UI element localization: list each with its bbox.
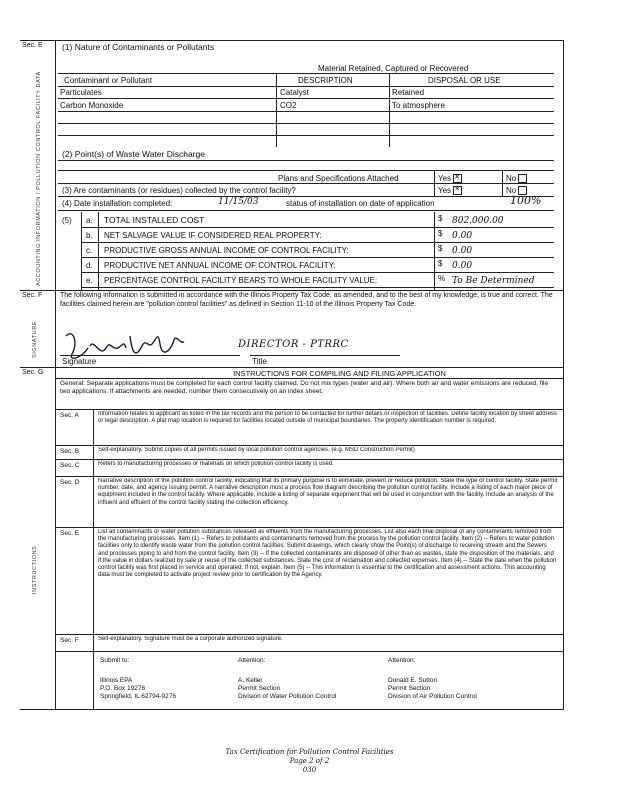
q1-label: (1) Nature of Contaminants or Pollutants bbox=[62, 42, 215, 52]
instruction-row-divider bbox=[93, 459, 94, 476]
sec-e-side-label: ACCOUNTING INFORMATION / POLLUTION CONTROL FACILITY DATA bbox=[36, 71, 42, 286]
rule bbox=[58, 210, 554, 211]
q3-no-label: No bbox=[506, 186, 517, 195]
row1-description: Catalyst bbox=[280, 88, 309, 97]
submit-head-1: Submit to: bbox=[100, 657, 130, 664]
instruction-text: Information relates to applicant as listed in the tax records and the person to be contacted for further details or inspection of facilities. Define facility location by street address or legal description. A plat map location is required for facilities located outside of municipal boundaries. The property identification number is required. bbox=[98, 411, 557, 425]
sec-e-col-divider bbox=[55, 40, 56, 290]
sec-g-label: Sec. G bbox=[22, 369, 44, 376]
instruction-row-divider bbox=[93, 409, 94, 445]
item-rule bbox=[81, 272, 554, 273]
title-label: Title bbox=[252, 357, 267, 366]
table-col-line bbox=[389, 73, 390, 147]
q4-date: 11/15/03 bbox=[218, 197, 259, 207]
item-label: PRODUCTIVE GROSS ANNUAL INCOME OF CONTROL FACILITY: bbox=[104, 246, 349, 255]
table-col-line bbox=[276, 73, 277, 147]
row1-contaminant: Particulates bbox=[60, 88, 102, 97]
item-value: 0.00 bbox=[452, 231, 473, 241]
table-line bbox=[58, 135, 554, 136]
rule bbox=[58, 160, 554, 161]
submit-c3-line: Donald E. Sutton bbox=[388, 677, 438, 684]
instruction-row-rule bbox=[55, 527, 563, 528]
item-rule bbox=[81, 242, 554, 243]
row1-disposal: Retained bbox=[392, 88, 425, 97]
title-line bbox=[250, 355, 400, 356]
table-line bbox=[58, 123, 554, 124]
rule bbox=[58, 170, 554, 171]
q4-label: (4) Date installation completed: bbox=[62, 199, 173, 208]
instruction-row-divider bbox=[93, 634, 94, 651]
plans-yes bbox=[438, 174, 462, 183]
item-letter: b. bbox=[86, 231, 93, 240]
submit-c3-line: Division of Air Pollution Control bbox=[388, 693, 477, 700]
item-value: 0.00 bbox=[452, 261, 473, 271]
submit-c2-line: A. Keller bbox=[238, 677, 263, 684]
table-line bbox=[58, 111, 554, 112]
instruction-sec-label: Sec. A bbox=[60, 412, 79, 419]
q5-number: (5) bbox=[62, 216, 72, 225]
item-currency: % bbox=[438, 274, 446, 283]
sec-f-statement: The following information is submitted in accordance with the Illinois Property Tax Code, as amended, and to the best of my knowledge, is true and correct. The facilities claimed herein are "pollution control facilities" as defined in Section 11-10 of the Illinois Property Tax Code. bbox=[60, 292, 553, 308]
q3-yes bbox=[438, 186, 462, 195]
plans-yes-label: Yes bbox=[438, 174, 452, 183]
rule bbox=[81, 212, 82, 290]
sec-f-bottom-rule bbox=[20, 367, 563, 368]
item-currency: $ bbox=[438, 214, 443, 223]
signature-label: Signature bbox=[62, 357, 97, 366]
item-label: TOTAL INSTALLED COST bbox=[104, 215, 205, 225]
item-letter: c. bbox=[86, 246, 93, 255]
instruction-row-rule bbox=[55, 409, 563, 410]
submit-c2-line: Division of Water Pollution Control bbox=[238, 693, 337, 700]
item-rule bbox=[81, 287, 554, 288]
submit-c1-line: Springfield, IL 62794-9276 bbox=[100, 693, 177, 700]
instruction-text: Refers to manufacturing processes or materials on which pollution control facility is used. bbox=[98, 461, 334, 467]
item-value: 802,000.00 bbox=[452, 216, 504, 226]
top-rule bbox=[20, 40, 563, 41]
instruction-text: Narrative description of the pollution control facility, indicating that its primary purpose is to eliminate, prevent or reduce pollution. State the type of control facility. State permit number, date, and agency issuing permit. A narrative description must a process flow diagram describing the pollution control facility. Include a listing of each major piece of equipment included in the control facility. Where applicable, include a listing of separate equipment that will be used in conjunction with the facility. Include an analysis of the influent and effluent of the control facility stating the collection efficiency. bbox=[98, 478, 558, 506]
q3-yes-label: Yes bbox=[438, 186, 452, 195]
item-letter: d. bbox=[86, 261, 93, 270]
instruction-row-rule bbox=[55, 445, 563, 446]
item-currency: $ bbox=[438, 244, 443, 253]
item-label: PRODUCTIVE NET ANNUAL INCOME OF CONTROL FACILITY: bbox=[104, 261, 336, 270]
submit-c1-line: P.O. Box 19276 bbox=[100, 685, 146, 692]
instruction-sec-label: Sec. C bbox=[60, 462, 80, 469]
instructions-heading: INSTRUCTIONS FOR COMPILING AND FILING APPLICATION bbox=[233, 369, 446, 378]
instruction-text: Self-explanatory. Signature must be a corporate authorized signature. bbox=[98, 636, 283, 642]
submit-c3-line: Permit Section bbox=[388, 685, 431, 692]
col-header-contaminant: Contaminant or Pollutant bbox=[64, 76, 153, 85]
submit-head-3: Attention: bbox=[388, 657, 416, 664]
sec-e-label: Sec. E bbox=[22, 42, 43, 49]
instruction-row-rule bbox=[55, 476, 563, 477]
instruction-row-rule bbox=[55, 459, 563, 460]
footer-line-3: 030 bbox=[302, 766, 317, 774]
instruction-sec-label: Sec. D bbox=[60, 479, 80, 486]
submit-c2-line: Permit Section bbox=[238, 685, 281, 692]
item-value: To Be Determined bbox=[452, 276, 535, 286]
item-currency: $ bbox=[438, 259, 443, 268]
row2-description: CO2 bbox=[280, 101, 297, 110]
instruction-text: List all contaminants or water pollution substances released as effluents from the manufacturing processes. List also each final disposal of any contaminants removed from the manufacturing processes. Item (1) -- Refers to pollutants and contaminants removed from the process by the pollution control facility. Item (2) -- Refers to water pollution facilities only to identify waste water from the pollution control facilities. Submit drawings, which clearly show the Point(s) of discharge to receiving stream and the Sewers and processes piping to and from the control facility. Item (3) -- If the collected contaminants are disposed of other than as wastes, state the disposition of the materials, and if the value in dollars realized by sale or reuse of the collected substances. State the cost of reclamation and collected expenses. Item (4) -- State the date when the pollution control facility was first placed in service and operated. If not, explain. Item (5) -- This information is essential to the certification and assessment actions. This accounting data must be completed to activate project review prior to certification by the Agency. bbox=[98, 529, 557, 579]
table-top-line bbox=[58, 73, 554, 74]
rule bbox=[434, 212, 435, 290]
instruction-row-divider bbox=[93, 476, 94, 527]
submit-c1-line: Illinois EPA bbox=[100, 677, 133, 684]
instruction-sec-label: Sec. F bbox=[60, 637, 79, 644]
item-letter: e. bbox=[86, 276, 93, 285]
page-bottom-rule bbox=[20, 709, 563, 710]
instruction-sec-label: Sec. E bbox=[60, 530, 80, 537]
rule bbox=[58, 196, 554, 197]
table-line bbox=[58, 86, 554, 87]
footer-line-1: Tax Certification for Pollution Control Facilities bbox=[225, 748, 394, 756]
sec-g-side-label: INSTRUCTIONS bbox=[32, 545, 38, 594]
instruction-text: Self-explanatory. Submit copies of all permits issued by local pollution control agencies. (e.g. MSD Construction Permit) bbox=[98, 447, 415, 453]
item-value: 0.00 bbox=[452, 246, 473, 256]
q3-label: (3) Are contaminants (or residues) collected by the control facility? bbox=[62, 186, 296, 195]
row2-contaminant: Carbon Monoxide bbox=[60, 101, 124, 110]
footer-line-2: Page 2 of 2 bbox=[289, 757, 330, 765]
item-letter: a. bbox=[86, 216, 93, 225]
item-rule bbox=[81, 257, 554, 258]
sec-f-label: Sec. F bbox=[22, 292, 43, 299]
title-value: DIRECTOR - PTRRC bbox=[238, 339, 349, 350]
q4-percent: 100% bbox=[510, 194, 542, 207]
mrc-header: Material Retained, Captured or Recovered bbox=[318, 64, 469, 73]
submit-head-2: Attention: bbox=[238, 657, 266, 664]
plans-no-label: No bbox=[506, 174, 517, 183]
rule bbox=[98, 212, 99, 290]
q2-label: (2) Point(s) of Waste Water Discharge bbox=[62, 149, 205, 159]
general-instructions: General: Separate applications must be completed for each control facility claimed. Do not mix types (water and air). Where both air and water emissions are reduced, file two applications. If attachments are needed, number them consecutively on an index sheet. bbox=[60, 380, 549, 395]
item-label: NET SALVAGE VALUE IF CONSIDERED REAL PROPERTY: bbox=[104, 231, 322, 240]
col-header-disposal: DISPOSAL OR USE bbox=[428, 76, 501, 85]
instruction-row-rule bbox=[55, 634, 563, 635]
rule bbox=[55, 378, 563, 379]
item-rule bbox=[81, 227, 554, 228]
instruction-sec-label: Sec. B bbox=[60, 448, 80, 455]
signature-line bbox=[60, 355, 240, 356]
sec-f-side-label: SIGNATURE bbox=[32, 320, 38, 358]
sec-e-bottom-rule bbox=[20, 290, 563, 291]
rule bbox=[58, 183, 554, 184]
plans-label: Plans and Specifications Attached bbox=[278, 174, 399, 183]
q3-yes-checkbox[interactable] bbox=[453, 186, 462, 195]
rule bbox=[93, 651, 94, 709]
row2-disposal: To atmosphere bbox=[392, 101, 445, 110]
q4-status-label: status of installation on date of application bbox=[286, 199, 435, 208]
instruction-row-divider bbox=[93, 445, 94, 459]
plans-no bbox=[506, 174, 527, 183]
item-label: PERCENTAGE CONTROL FACILITY BEARS TO WHOLE FACILITY VALUE: bbox=[104, 276, 378, 285]
col-header-description: DESCRIPTION bbox=[298, 76, 353, 85]
instruction-row-rule bbox=[55, 651, 563, 652]
table-line bbox=[58, 98, 554, 99]
item-currency: $ bbox=[438, 229, 443, 238]
instruction-row-divider bbox=[93, 527, 94, 634]
